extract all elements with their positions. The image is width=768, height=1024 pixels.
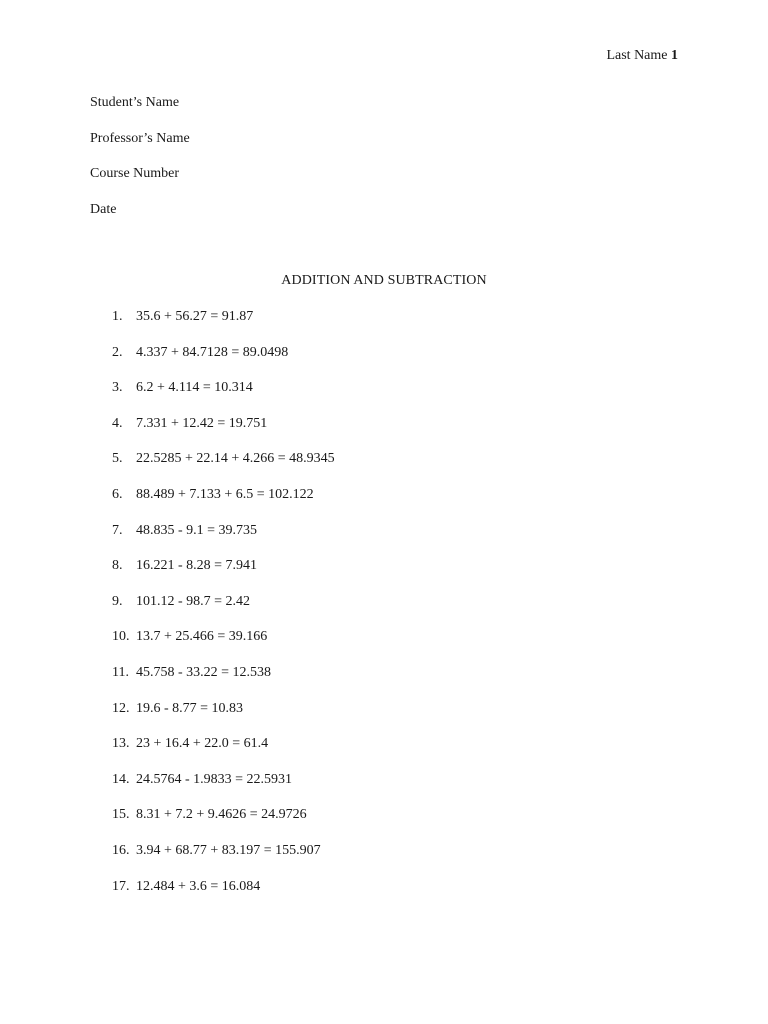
list-item — [112, 558, 335, 594]
item-number: 15. — [112, 807, 130, 823]
running-header — [606, 48, 678, 64]
professor-name: Professor’s Name — [90, 130, 190, 146]
item-text: 13.7 + 25.466 = 39.166 — [136, 629, 268, 645]
item-text: 24.5764 - 1.9833 = 22.5931 — [136, 771, 293, 787]
list-item — [112, 701, 335, 737]
item-number: 7. — [112, 522, 123, 538]
list-item — [112, 843, 335, 879]
item-text: 12.484 + 3.6 = 16.084 — [136, 878, 261, 894]
item-text: 19.6 - 8.77 = 10.83 — [136, 700, 244, 716]
item-text: 45.758 - 33.22 = 12.538 — [136, 664, 272, 680]
item-number: 2. — [112, 344, 123, 360]
item-text: 16.221 - 8.28 = 7.941 — [136, 558, 258, 574]
item-text: 6.2 + 4.114 = 10.314 — [136, 380, 253, 396]
item-text: 23 + 16.4 + 22.0 = 61.4 — [136, 736, 269, 752]
list-item — [112, 594, 335, 630]
list-item — [112, 629, 335, 665]
item-text: 7.331 + 12.42 = 19.751 — [136, 415, 268, 431]
list-item — [112, 523, 335, 559]
item-text: 22.5285 + 22.14 + 4.266 = 48.9345 — [136, 451, 335, 467]
document-title: ADDITION AND SUBTRACTION — [281, 273, 487, 288]
item-number: 4. — [112, 415, 123, 431]
date: Date — [90, 201, 117, 217]
list-item — [112, 879, 335, 915]
item-number: 3. — [112, 380, 123, 396]
list-item — [112, 451, 335, 487]
item-text: 48.835 - 9.1 = 39.735 — [136, 522, 258, 538]
heading-info-block — [90, 95, 190, 237]
list-item — [112, 665, 335, 701]
item-number: 1. — [112, 309, 123, 324]
item-number: 17. — [112, 878, 130, 894]
item-number: 12. — [112, 700, 130, 716]
item-text: 3.94 + 68.77 + 83.197 = 155.907 — [136, 842, 321, 858]
problem-list — [112, 309, 335, 914]
list-item — [112, 309, 335, 345]
item-number: 6. — [112, 486, 123, 502]
list-item — [112, 345, 335, 381]
item-number: 5. — [112, 451, 123, 467]
item-text: 4.337 + 84.7128 = 89.0498 — [136, 344, 289, 360]
page-number: 1 — [671, 48, 678, 63]
item-text: 8.31 + 7.2 + 9.4626 = 24.9726 — [136, 807, 307, 823]
item-text: 101.12 - 98.7 = 2.42 — [136, 593, 251, 609]
header-last-name: Last Name — [606, 48, 668, 63]
student-name: Student’s Name — [90, 95, 180, 110]
list-item — [112, 416, 335, 452]
list-item — [112, 807, 335, 843]
list-item — [112, 772, 335, 808]
list-item — [112, 487, 335, 523]
item-number: 10. — [112, 629, 130, 645]
item-number: 8. — [112, 558, 123, 574]
item-text: 35.6 + 56.27 = 91.87 — [136, 309, 254, 324]
item-text: 88.489 + 7.133 + 6.5 = 102.122 — [136, 486, 314, 502]
item-number: 9. — [112, 593, 123, 609]
item-number: 13. — [112, 736, 130, 752]
item-number: 11. — [112, 664, 129, 680]
list-item — [112, 380, 335, 416]
course-number: Course Number — [90, 166, 180, 181]
list-item — [112, 736, 335, 772]
item-number: 14. — [112, 771, 130, 787]
item-number: 16. — [112, 842, 130, 858]
